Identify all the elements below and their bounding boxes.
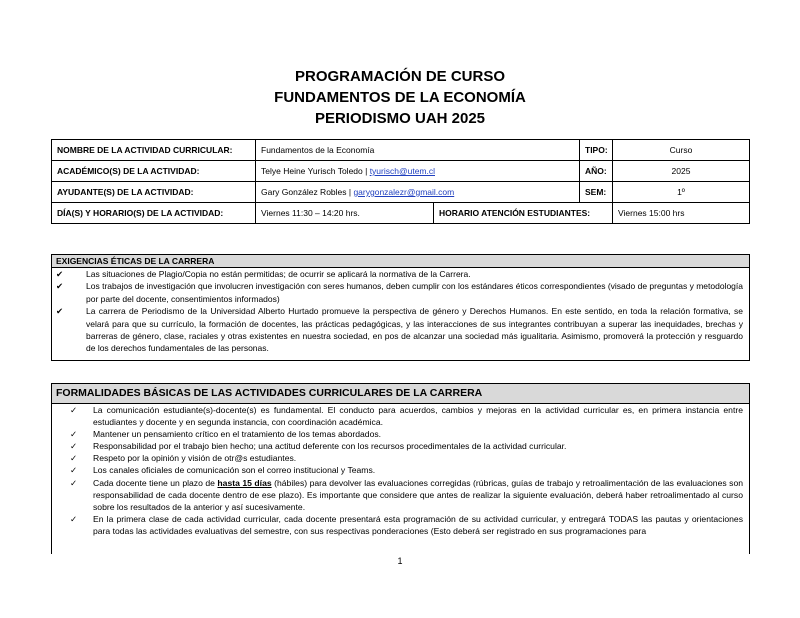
atencion-value: Viernes 15:00 hrs xyxy=(613,203,750,224)
dias-value: Viernes 11:30 – 14:20 hrs. xyxy=(256,203,434,224)
sem-label: SEM: xyxy=(580,182,613,203)
checkmark-icon: ✓ xyxy=(70,429,78,440)
sem-value: 1º xyxy=(613,182,750,203)
course-info-table xyxy=(51,139,750,224)
ayudante-value xyxy=(256,182,580,203)
checkmark-icon: ✓ xyxy=(70,453,78,464)
ethics-item-text: Las situaciones de Plagio/Copia no están permitidas; de ocurrir se aplicará la normativa de la Carrera. xyxy=(86,269,471,279)
ayudante-label: AYUDANTE(S) DE LA ACTIVIDAD: xyxy=(52,182,256,203)
deadline-text-post: (hábiles) para devolver las evaluaciones corregidas (rúbricas, guías de trabajo y retroalimentación de las evaluaciones son responsabilidad de cada docente dentro de ese plazo). Es importante que considere que antes de realizar la siguiente evaluación, deberá haber retroalimentado al curso sobre los resultados de la anterior y así sucesivamente. xyxy=(93,477,744,512)
nombre-value: Fundamentos de la Economía xyxy=(256,140,580,161)
academico-value xyxy=(256,161,580,182)
table-row xyxy=(52,140,750,161)
ethics-header: EXIGENCIAS ÉTICAS DE LA CARRERA xyxy=(52,255,749,268)
academico-email-link[interactable]: tyurisch@utem.cl xyxy=(369,166,435,176)
table-row xyxy=(52,203,750,224)
ayudante-name: Gary González Robles | xyxy=(261,187,354,197)
title-line-1: PROGRAMACIÓN DE CURSO xyxy=(294,68,505,85)
atencion-label: HORARIO ATENCIÓN ESTUDIANTES: xyxy=(434,203,613,224)
formal-item-text: Los canales oficiales de comunicación son el correo institucional y Teams. xyxy=(93,465,376,476)
page-number: 1 xyxy=(397,556,403,566)
academico-label: ACADÉMICO(S) DE LA ACTIVIDAD: xyxy=(52,161,256,182)
formal-item-text xyxy=(93,477,743,513)
formalities-section xyxy=(51,383,750,554)
tipo-label: TIPO: xyxy=(580,140,613,161)
checkmark-icon: ✓ xyxy=(70,465,78,476)
ethics-item-text: Los trabajos de investigación que involucren investigación con seres humanos, deben cumplir con los estándares éticos correspondientes (visado de preguntas y metodología por parte del docente, consentimientos informados) xyxy=(86,281,743,304)
checkmark-icon: ✔ xyxy=(56,269,64,279)
title-line-2: FUNDAMENTOS DE LA ECONOMÍA xyxy=(274,89,526,106)
formal-item-text: Responsabilidad por el trabajo bien hecho; una actitud deferente con los recursos procedimentales de la actividad curricular. xyxy=(93,441,567,452)
anio-value: 2025 xyxy=(613,161,750,182)
list-item xyxy=(52,477,749,513)
ethics-section xyxy=(51,254,750,361)
checkmark-icon: ✔ xyxy=(56,306,64,317)
formal-item-text: Mantener un pensamiento crítico en el tratamiento de los temas abordados. xyxy=(93,429,382,440)
formal-item-text: En la primera clase de cada actividad curricular, cada docente presentará esta programación de su actividad curricular, y entregará TODAS las pautas y orientaciones para todas las actividades evaluativas del semestre, con sus respectivas ponderaciones (Esto deberá ser registrado en sus programaciones para xyxy=(93,513,743,536)
checkmark-icon: ✔ xyxy=(56,281,64,292)
checkmark-icon: ✓ xyxy=(70,405,78,415)
document-title xyxy=(0,66,800,129)
ayudante-email-link[interactable]: garygonzalezr@gmail.com xyxy=(353,187,455,197)
list-item xyxy=(52,305,749,355)
list-item xyxy=(52,464,749,476)
list-item xyxy=(52,513,749,537)
deadline-emphasis: hasta 15 días xyxy=(217,477,272,488)
title-line-3: PERIODISMO UAH 2025 xyxy=(314,110,486,127)
list-item xyxy=(52,280,749,305)
list-item xyxy=(52,452,749,464)
dias-label: DÍA(S) Y HORARIO(S) DE LA ACTIVIDAD: xyxy=(52,203,256,224)
list-item xyxy=(52,404,749,428)
formalities-header: FORMALIDADES BÁSICAS DE LAS ACTIVIDADES CURRICULARES DE LA CARRERA xyxy=(52,384,749,404)
formal-item-text: Respeto por la opinión y visión de otr@s estudiantes. xyxy=(93,453,297,464)
list-item xyxy=(52,268,749,280)
formal-item-text: La comunicación estudiante(s)-docente(s) es fundamental. El conducto para acuerdos, cambios y mejoras en la actividad curricular es, en primera instancia entre estudiantes y docente y en segunda instancia, con coordinación académica. xyxy=(93,405,743,428)
table-row xyxy=(52,182,750,203)
list-item xyxy=(52,428,749,440)
ethics-item-text: La carrera de Periodismo de la Universidad Alberto Hurtado promueve la perspectiva de género y Derechos Humanos. En este sentido, en toda la relación formativa, se velará para que su currículo, la formación de docentes, las prácticas pedagógicas, y las interacciones de sus integrantes contribuyan a superar las inequidades, brechas y barreras de género, clase, raciales y otras existentes en nuestra sociedad, en pos de alcanzar una sociedad más igualitaria. Asimismo, promoverá la protección y resguardo de los derechos fundamentales de las personas. xyxy=(86,306,743,354)
table-row xyxy=(52,161,750,182)
checkmark-icon: ✓ xyxy=(70,477,78,488)
academico-name: Telye Heine Yurisch Toledo | xyxy=(261,166,370,176)
deadline-text-pre: Cada docente tiene un plazo de xyxy=(93,477,218,488)
tipo-value: Curso xyxy=(613,140,750,161)
checkmark-icon: ✓ xyxy=(70,441,78,452)
nombre-label: NOMBRE DE LA ACTIVIDAD CURRICULAR: xyxy=(52,140,256,161)
checkmark-icon: ✓ xyxy=(70,513,78,524)
anio-label: AÑO: xyxy=(580,161,613,182)
list-item xyxy=(52,440,749,452)
